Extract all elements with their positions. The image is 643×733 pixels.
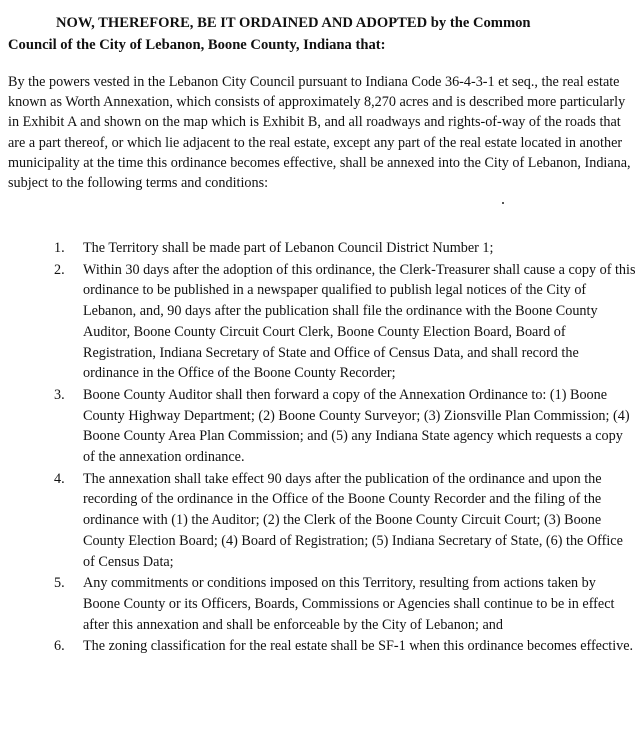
ordinance-heading	[8, 12, 636, 56]
item-text: Within 30 days after the adoption of this ordinance, the Clerk-Treasurer shall cause a copy of this ordinance to be published in a newspaper qualified to publish legal notices of the City of Lebanon, and, 90 days after the publication shall file the ordinance with the Boone County Auditor, Boone County Circuit Court Clerk, Boone County Election Board, Board of Registration, Indiana Secretary of State and Office of Census Data, and shall record the ordinance in the Office of the Boone County Recorder;	[83, 261, 636, 382]
item-text: Any commitments or conditions imposed on this Territory, resulting from actions taken by Boone County or its Officers, Boards, Commissions or Agencies shall continue to be in effect after this annexation and shall be enforceable by the City of Lebanon; and	[83, 575, 615, 633]
intro-paragraph: By the powers vested in the Lebanon City Council pursuant to Indiana Code 36-4-3-1 et seq., the real estate known as Worth Annexation, which consists of approximately 8,270 acres and is described more particularly in Exhibit A and shown on the map which is Exhibit B, and all roadways and rights-of-way of the roads that are a part thereof, or which lie adjacent to the real estate, except any part of the real estate located in another municipality at the time this ordinance becomes effective, shall be annexed into the City of Lebanon, Indiana, subject to the following terms and conditions:	[8, 74, 631, 192]
item-number: 1.	[54, 240, 65, 256]
item-number: 6.	[54, 638, 65, 655]
terms-list	[54, 238, 636, 658]
item-number: 3.	[54, 386, 65, 403]
list-item	[54, 469, 636, 573]
scan-speck	[502, 202, 504, 204]
item-number: 2.	[54, 261, 65, 278]
item-text: The zoning classification for the real estate shall be SF-1 when this ordinance becomes effective.	[83, 638, 634, 655]
item-text: The annexation shall take effect 90 days after the publication of the ordinance and upon the recording of the ordinance in the Office of the Boone County Recorder and the filing of the ordinance with (1) the Auditor; (2) the Clerk of the Boone County Circuit Court; (3) Boone County Election Board; (4) Board of Registration; (5) Indiana Secretary of State, (6) the Office of Census Data;	[83, 470, 623, 570]
item-text: The Territory shall be made part of Lebanon Council District Number 1;	[83, 240, 494, 256]
list-item	[54, 260, 636, 384]
heading-line-1: NOW, THEREFORE, BE IT ORDAINED AND ADOPTED by the Common	[56, 15, 531, 31]
item-text: Boone County Auditor shall then forward a copy of the Annexation Ordinance to: (1) Boone County Highway Department; (2) Boone County Surveyor; (3) Zionsville Plan Commission; (4) Boone County Area Plan Commission; and (5) any Indiana State agency which requests a copy of the annexation ordinance.	[83, 386, 630, 466]
item-number: 5.	[54, 575, 65, 592]
list-item	[54, 238, 636, 259]
list-item	[54, 385, 636, 468]
heading-line-2: Council of the City of Lebanon, Boone County, Indiana that:	[8, 37, 386, 53]
list-item	[54, 636, 636, 657]
item-number: 4.	[54, 470, 65, 487]
list-item	[54, 573, 636, 635]
